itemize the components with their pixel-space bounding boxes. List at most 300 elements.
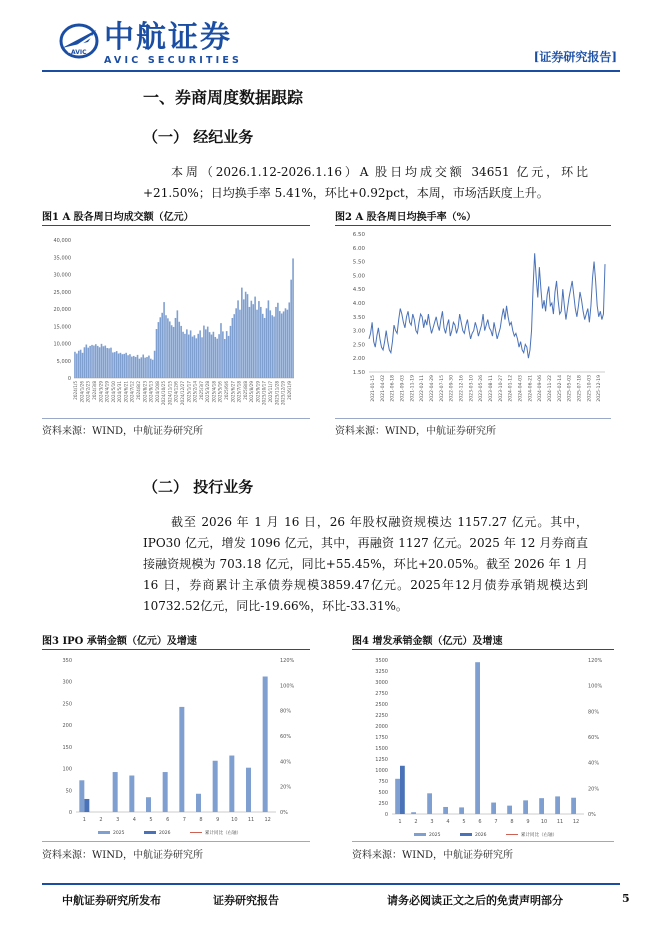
y-tick-label: 100 [62,766,72,773]
y2-tick-label: 120% [280,658,295,664]
bar [80,350,82,378]
bar [216,339,218,378]
x-tick-label: 2022-07-15 [439,375,445,402]
bar-2025 [79,780,84,812]
bar [264,318,266,378]
x-tick-label: 2024/5/10 [110,381,116,403]
y2-tick-label: 40% [280,759,292,766]
x-tick-label: 2025/6/27 [230,381,236,403]
bar [197,334,199,378]
bar [209,332,211,378]
y-tick-label: 1000 [375,768,388,774]
bar-2025 [179,707,184,812]
y-tick-label: 50 [65,788,72,795]
figure2-top-rule [335,225,611,226]
legend-swatch-2026 [460,833,472,836]
y-tick-label: 350 [62,658,72,664]
bar-2025 [146,797,151,812]
bar [159,317,161,378]
x-tick-label: 12 [264,817,271,823]
bar [243,299,245,378]
y-tick-label: 0 [68,810,72,816]
bar [87,348,89,378]
bar [262,314,264,378]
bar [226,331,228,378]
x-tick-label: 2025/11/28 [274,381,280,406]
x-tick-label: 2024/8/23 [142,381,148,403]
bar [247,294,249,378]
y-tick-label: 4.00 [352,301,365,307]
x-tick-label: 11 [247,817,255,823]
bar [230,326,232,378]
bar [201,337,203,378]
x-tick-label: 10 [540,819,548,825]
bar-2025 [443,807,448,814]
footer-publisher: 中航证券研究所发布 [62,894,161,907]
legend-swatch-2025 [98,831,110,834]
x-tick-label: 2025/8/29 [249,381,255,403]
y-tick-label: 2.00 [352,356,365,363]
x-tick-label: 2025-10-03 [587,375,593,402]
y-tick-label: 2000 [375,724,388,730]
svg-text:AVIC: AVIC [71,49,87,56]
bar [139,359,141,378]
y-tick-label: 1250 [375,757,388,763]
bar [141,357,143,378]
y2-tick-label: 20% [588,786,600,793]
y-tick-label: 250 [378,801,388,807]
y-tick-label: 500 [378,790,388,796]
bar-2025 [571,798,576,814]
y-tick-label: 4.50 [352,287,365,294]
bar [256,310,258,378]
figure2-caption: 图2 A 股各周日均换手率（%） [335,212,477,223]
x-tick-label: 11 [556,819,564,825]
x-tick-label: 2025/7/18 [236,381,242,403]
bar [114,352,116,378]
bar-2025 [395,779,400,814]
bar [154,351,156,378]
x-tick-label: 2 [99,817,103,823]
x-tick-label: 2024-06-21 [528,375,534,402]
y-tick-label: 2.50 [352,342,365,349]
bar [150,359,152,378]
y-tick-label: 1500 [375,746,388,752]
x-tick-label: 8 [199,817,203,823]
legend-label-2026: 2026 [475,833,487,838]
y-tick-label: 750 [378,779,388,785]
subsection-title-brokerage: （一） 经纪业务 [143,128,254,146]
y-tick-label: 25,000 [53,289,71,296]
brand-name-en: AVIC SECURITIES [104,55,243,66]
x-tick-label: 2021-11-19 [410,375,416,402]
footer-report-type: 证券研究报告 [213,894,279,907]
y2-tick-label: 80% [588,709,600,716]
x-tick-label: 2025-05-02 [567,375,573,402]
bar [110,348,112,378]
y-tick-label: 2750 [375,691,388,697]
bar [196,338,198,378]
y-tick-label: 6.00 [352,245,365,252]
bar [222,331,224,378]
turnover-rate-line [369,253,605,358]
bar [285,308,287,378]
bar [169,321,171,378]
bar [156,329,158,378]
footer-disclaimer: 请务必阅读正文之后的免责声明部分 [387,894,563,907]
x-tick-label: 10 [231,817,238,823]
bar [199,330,201,378]
x-tick-label: 2024/2/23 [85,381,91,403]
section-title: 一、券商周度数据跟踪 [143,88,304,107]
bar [95,344,97,378]
figure1-bottom-rule [42,418,310,419]
bar [288,302,290,378]
y-tick-label: 15,000 [53,324,71,331]
bar [175,318,177,378]
bar-2025 [263,677,268,812]
bar [251,301,253,378]
bar [91,345,93,378]
bar [279,311,281,378]
y-tick-label: 250 [62,701,72,708]
y-tick-label: 10,000 [53,341,71,348]
y2-tick-label: 120% [588,658,603,664]
x-tick-label: 2024-04-03 [518,375,524,402]
y-tick-label: 5.00 [352,273,365,280]
x-tick-label: 9 [216,817,220,823]
y2-tick-label: 40% [588,760,600,767]
avic-logo-icon [58,22,100,60]
bar [144,358,146,378]
bar [146,357,148,378]
x-tick-label: 8 [510,819,514,825]
x-tick-label: 2024/9/13 [148,381,154,403]
bar-2025 [523,800,528,814]
y2-tick-label: 60% [588,735,600,741]
bar [228,336,230,378]
bar [213,332,215,378]
y2-tick-label: 20% [280,784,292,791]
bar-2025 [113,772,118,812]
bar [186,329,188,378]
bar [125,353,127,378]
bar [290,280,292,378]
figure4-caption: 图4 增发承销金额（亿元）及增速 [352,636,503,647]
bar-2025 [196,794,201,812]
bar [281,313,283,378]
y2-tick-label: 80% [280,708,292,715]
x-tick-label: 2021-01-15 [370,375,376,402]
x-tick-label: 2024/1/5 [73,381,79,400]
x-tick-label: 2022-12-16 [459,375,465,402]
bar [177,310,179,378]
bar [211,335,213,378]
bar [277,303,279,378]
page-number: 5 [622,892,630,905]
y-tick-label: 3250 [375,669,388,675]
x-tick-label: 3 [430,819,434,825]
x-tick-label: 2025-12-19 [597,375,603,402]
y-tick-label: 3500 [375,658,388,664]
x-tick-label: 12 [572,819,580,825]
figure4-source: 资料来源：WIND，中航证券研究所 [352,850,513,861]
x-tick-label: 2025/4/18 [211,381,217,403]
bar [74,352,76,378]
x-tick-label: 2025-02-14 [557,375,563,402]
bar-2026 [400,766,405,814]
brokerage-paragraph: 本周（2026.1.12-2026.1.16）A 股日均成交额 34651 亿元，环比+21.50%；日均换手率 5.41%，环比+0.92pct，本周，市场活跃度上升。 [143,165,588,200]
bar [129,354,131,378]
bar [152,360,154,378]
y2-tick-label: 0% [588,812,596,818]
bar [158,322,160,378]
y2-tick-label: 60% [280,734,292,740]
bar [273,317,275,378]
x-tick-label: 2025/9/19 [255,381,261,403]
x-tick-label: 2025/5/16 [217,381,223,403]
x-tick-label: 4 [446,819,450,825]
bar [178,322,180,378]
bar [190,330,192,378]
legend-label-2025: 2025 [429,833,441,838]
y-tick-label: 3.50 [352,314,365,321]
bar [249,307,251,378]
x-tick-label: 2025/6/6 [224,381,229,400]
x-tick-label: 2024-09-06 [538,375,544,402]
x-tick-label: 2026/1/9 [286,381,292,400]
figure2-chart [335,228,611,416]
x-tick-label: 2024/3/29 [98,381,104,403]
bar [131,357,133,378]
x-tick-label: 1 [398,819,402,825]
x-tick-label: 2025/12/19 [280,381,286,406]
y-tick-label: 35,000 [53,255,71,262]
bar [218,334,220,378]
x-tick-label: 2023-05-26 [479,375,485,402]
y-tick-label: 1.50 [352,370,365,376]
x-tick-label: 2024/12/27 [180,381,185,406]
y-tick-label: 20,000 [53,307,71,313]
figure2-bottom-rule [335,418,611,419]
bar [232,318,234,378]
bar [106,348,108,378]
bar [245,292,247,378]
x-tick-label: 2024-11-22 [547,375,553,402]
bar [86,345,88,378]
x-tick-label: 6 [478,819,482,825]
x-tick-label: 2022-02-11 [420,375,426,402]
x-tick-label: 2025/11/7 [268,381,273,403]
bar [269,310,271,378]
bar-2025 [555,796,560,814]
bar [135,357,137,378]
figure1-source: 资料来源：WIND，中航证券研究所 [42,426,203,437]
bar [122,354,124,378]
bar [118,354,120,378]
bar [224,339,226,378]
bar-2025 [213,761,218,812]
x-tick-label: 2025/2/14 [192,381,198,403]
bar [260,307,262,378]
bar [192,337,194,378]
subsection-title-ib: （二） 投行业务 [143,478,254,496]
x-tick-label: 3 [116,817,120,823]
legend-swatch-2025 [414,833,426,836]
x-tick-label: 2024/12/6 [173,381,179,403]
bar [171,325,173,378]
x-tick-label: 4 [132,817,136,823]
x-tick-label: 2025/3/28 [205,381,211,403]
figure3-chart [42,652,310,840]
bar [165,315,167,378]
x-tick-label: 2021-04-02 [380,375,386,402]
y-tick-label: 150 [62,744,72,751]
figure1-top-rule [42,225,310,226]
x-tick-label: 2021-06-18 [390,375,396,402]
y-tick-label: 1750 [375,735,388,741]
x-tick-label: 2025-07-18 [577,375,583,402]
bar [161,313,163,378]
y2-tick-label: 100% [588,683,603,690]
x-tick-label: 2024/6/21 [123,381,129,403]
y-tick-label: 3000 [375,680,388,686]
bar [233,314,235,378]
bar-2025 [427,793,432,814]
x-tick-label: 2024/11/15 [167,381,173,406]
bar [207,327,209,378]
x-tick-label: 2025/10/17 [261,381,267,406]
bar [180,326,182,378]
y-tick-label: 3.00 [352,328,365,335]
bar [123,354,125,378]
bar [237,300,239,378]
figure3-caption: 图3 IPO 承销金额（亿元）及增速 [42,636,197,647]
y-tick-label: 200 [62,723,72,730]
bar [182,332,184,378]
x-tick-label: 5 [462,819,466,825]
bar-2025 [163,772,168,812]
bar-2025 [507,806,512,814]
bar [97,346,99,378]
bar [258,301,260,378]
figure4-bottom-rule [352,841,614,842]
y-tick-label: 2250 [375,713,388,719]
bar [235,308,237,378]
bar [188,335,190,378]
bar [194,335,196,378]
x-tick-label: 2024/10/25 [161,381,167,406]
x-tick-label: 2024/10/8 [154,381,160,403]
bar [103,346,105,378]
figure3-bottom-rule [42,841,310,842]
report-tag: [证券研究报告] [533,50,617,64]
x-tick-label: 1 [82,817,86,823]
bar [89,346,91,378]
x-tick-label: 2024/1/26 [79,381,85,403]
ib-paragraph: 截至 2026 年 1 月 16 日，26 年股权融资规模达 1157.27 亿元。其中，IPO30 亿元，增发 1096 亿元，其中，再融资 1127 亿元。2025 年 12 月券商直接融资规模为 703.18 亿元，同比+55.45%，环比+20.05%。截至 2026 年 1 月 16 日，券商累计主承债券规模3859.47亿元。2025年12月债券承销规模达到10732.52亿元，同比-19.66%，环比-33.31%。 [143,515,588,613]
x-tick-label: 2024/4/19 [104,381,110,403]
x-tick-label: 7 [182,817,186,823]
legend-label-yoy: 累计同比（右轴） [205,831,241,836]
bar [127,355,129,378]
x-tick-label: 2025/3/7 [198,381,204,400]
bar-2025 [229,756,234,812]
y2-tick-label: 100% [280,683,295,690]
bar [266,308,268,378]
bar [173,327,175,378]
y-tick-label: 2500 [375,702,388,708]
legend-label-2025: 2025 [113,831,125,836]
y2-tick-label: 0% [280,810,288,816]
bar-2025 [475,662,480,814]
figure2-source: 资料来源：WIND，中航证券研究所 [335,426,496,437]
bar [239,310,241,378]
y-tick-label: 5.50 [352,259,365,266]
x-tick-label: 2024/3/8 [92,381,97,400]
bar [112,352,114,378]
bar [133,356,135,378]
x-tick-label: 2 [414,819,418,825]
bar [148,356,150,378]
figure1-caption: 图1 A 股各周日均成交额（亿元） [42,212,194,223]
bar [99,347,101,378]
y-tick-label: 6.50 [352,232,365,238]
bar [220,323,222,378]
x-tick-label: 2023-03-10 [469,375,475,402]
bar [84,347,86,378]
x-tick-label: 2021-09-03 [400,375,406,402]
bar [292,258,294,378]
bar [78,351,80,378]
y-tick-label: 30,000 [53,272,71,279]
footer-divider [42,883,620,885]
bar-2026 [84,799,89,812]
bar-2025 [459,807,464,814]
x-tick-label: 5 [149,817,153,823]
bar [104,346,106,378]
x-tick-label: 2023-08-11 [488,375,494,402]
bar [163,302,165,378]
x-tick-label: 2024/5/31 [117,381,123,403]
bar [101,344,103,378]
x-tick-label: 2024/7/12 [129,381,135,403]
bar-2025 [246,768,251,812]
figure3-top-rule [42,649,310,650]
bar-2025 [491,803,496,814]
legend-label-yoy: 累计同比（右轴） [521,833,557,838]
bar [205,329,207,378]
bar [241,288,243,378]
x-tick-label: 9 [526,819,530,825]
bar [120,353,122,378]
bar [116,351,118,378]
bar [271,315,273,378]
bar [268,300,270,378]
bar-2025 [539,798,544,814]
x-tick-label: 2024/8/2 [136,381,141,400]
y-tick-label: 0 [67,376,71,382]
legend-swatch-2026 [144,831,156,834]
bar-2025 [411,812,416,814]
x-tick-label: 2024-01-12 [508,375,514,402]
bar [93,346,95,378]
x-tick-label: 2022-04-29 [429,375,435,402]
bar [214,337,216,378]
x-tick-label: 2025/8/8 [242,381,248,400]
bar [76,354,78,378]
bar [275,307,277,378]
